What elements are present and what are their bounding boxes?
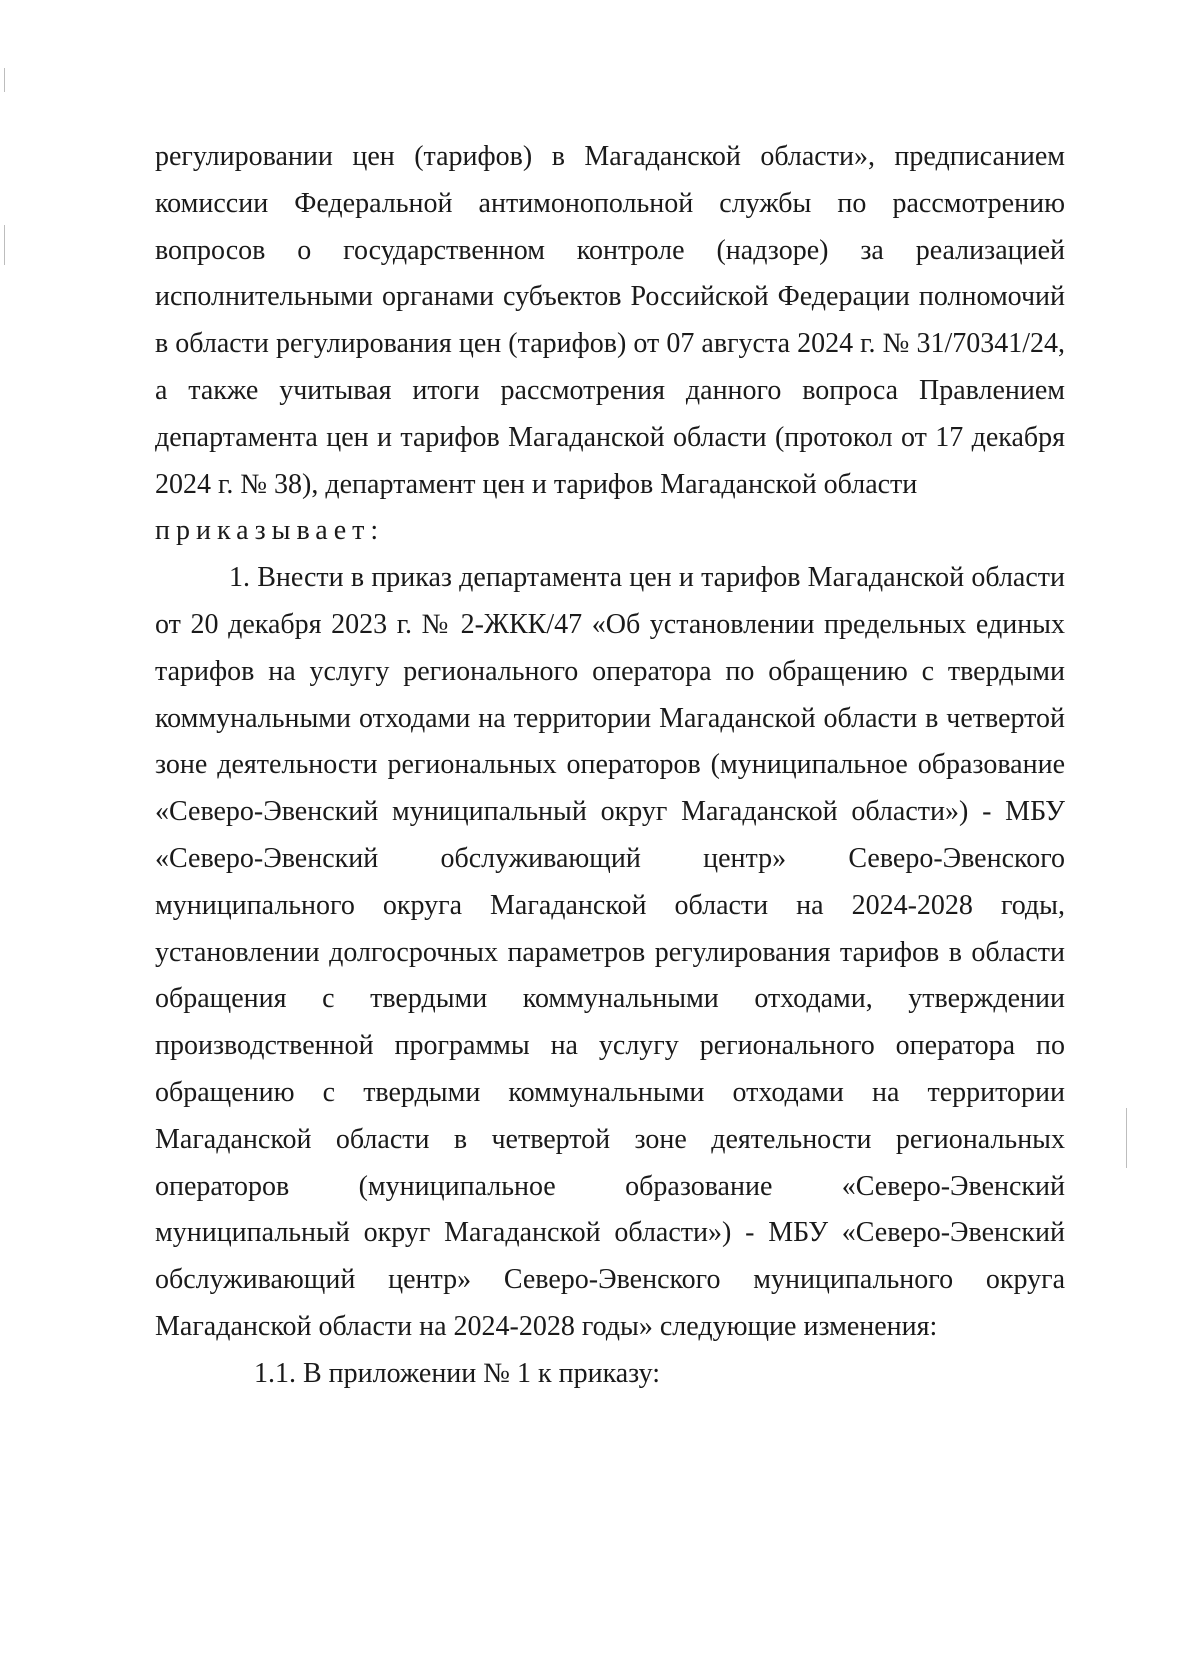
document-body <box>155 134 1065 1398</box>
scan-edge-mark <box>4 225 5 265</box>
scan-edge-mark <box>1126 1108 1127 1168</box>
item-1-paragraph: 1. Внести в приказ департамента цен и тарифов Магаданской области от 20 декабря 2023 г. № 2-ЖКК/47 «Об установлении предельных единых тарифов на услугу регионального оператора по обращению с твердыми коммунальными отходами на территории Магаданской области в четвертой зоне деятельности региональных операторов (муниципальное образование «Северо-Эвенский муниципальный округ Магаданской области») - МБУ «Северо-Эвенский обслуживающий центр» Северо-Эвенского муниципального округа Магаданской области на 2024-2028 годы, установлении долгосрочных параметров регулирования тарифов в области обращения с твердыми коммунальными отходами, утверждении производственной программы на услугу регионального оператора по обращению с твердыми коммунальными отходами на территории Магаданской области в четвертой зоне деятельности региональных операторов (муниципальное образование «Северо-Эвенский муниципальный округ Магаданской области») - МБУ «Северо-Эвенский обслуживающий центр» Северо-Эвенского муниципального округа Магаданской области на 2024-2028 годы» следующие изменения: <box>155 562 1065 1342</box>
orders-word: приказывает: <box>155 515 385 547</box>
intro-paragraph: регулировании цен (тарифов) в Магаданской области», предписанием комиссии Федеральной антимонопольной службы по рассмотрению вопросов о государственном контроле (надзоре) за реализацией исполнительными органами субъектов Российской Федерации полномочий в области регулирования цен (тарифов) от 07 августа 2024 г. № 31/70341/24, а также учитывая итоги рассмотрения данного вопроса Правлением департамента цен и тарифов Магаданской области (протокол от 17 декабря 2024 г. № 38), департамент цен и тарифов Магаданской области <box>155 141 1065 500</box>
scan-edge-mark <box>4 68 5 92</box>
item-1-1-paragraph: 1.1. В приложении № 1 к приказу: <box>254 1357 661 1389</box>
